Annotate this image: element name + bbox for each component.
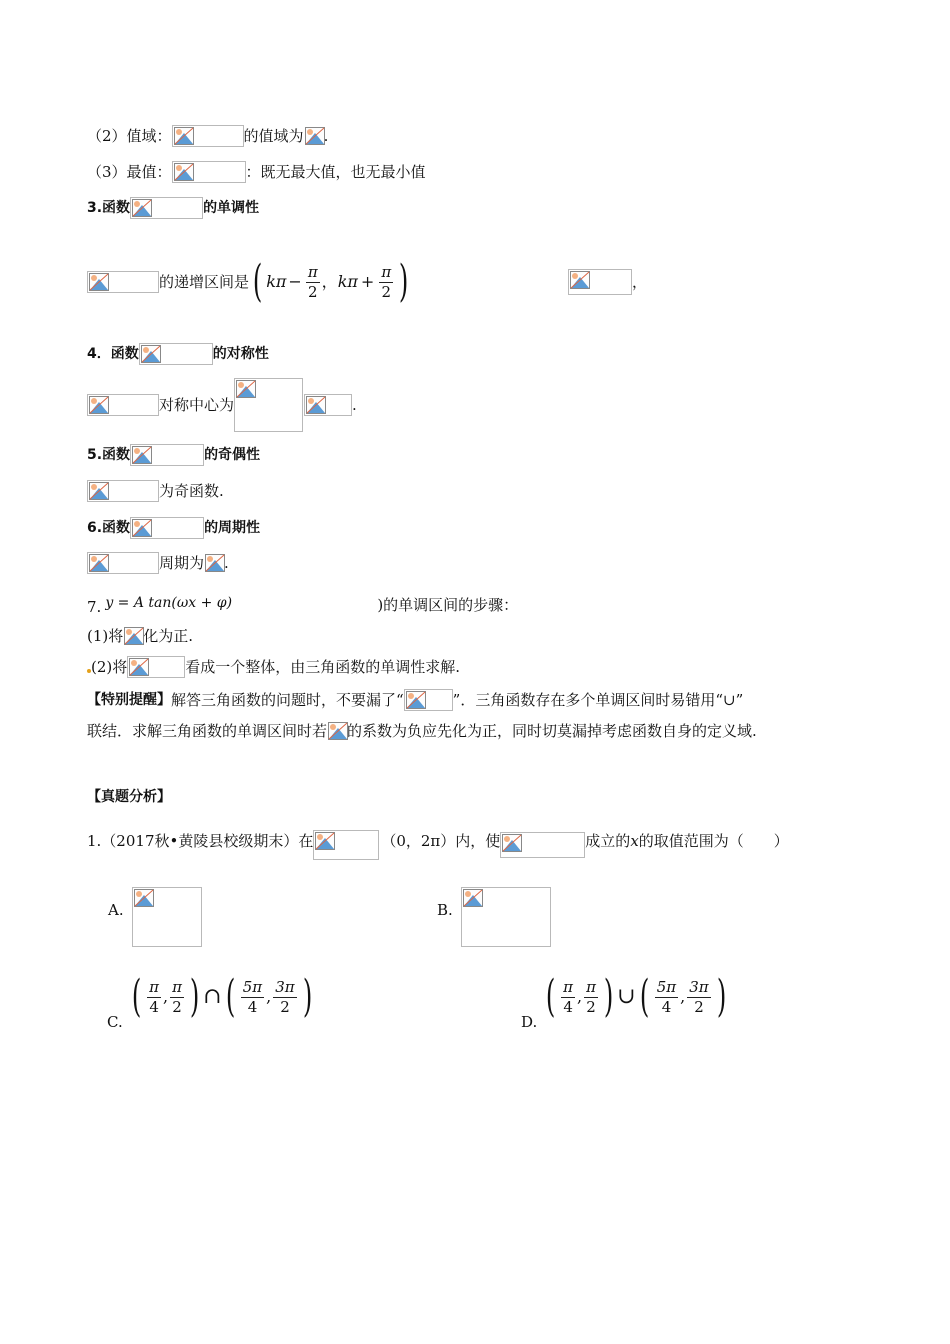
broken-image-icon <box>89 273 109 291</box>
symmetry-label: 对称中心为 <box>159 396 235 414</box>
formula-image <box>132 887 202 947</box>
numerator: 3π <box>689 977 709 996</box>
numerator: 5π <box>242 977 263 996</box>
comma: , <box>577 987 583 1006</box>
symmetry-line <box>87 378 357 432</box>
option-b-label[interactable] <box>437 899 453 921</box>
option-a-letter: A. <box>108 901 124 919</box>
comma: , <box>680 987 686 1006</box>
note-text-a: 解答三角函数的问题时，不要漏了“ <box>171 691 404 709</box>
broken-image-icon <box>305 127 325 145</box>
increasing-interval-line <box>87 258 412 306</box>
comma: , <box>266 987 272 1006</box>
option-a[interactable] <box>132 887 202 947</box>
fraction <box>379 263 393 302</box>
fraction <box>170 978 184 1017</box>
left-paren: ( <box>225 971 235 1022</box>
formula-image <box>172 125 244 147</box>
right-paren: ) <box>399 256 409 307</box>
heading-suffix: 的单调性 <box>203 200 260 216</box>
fraction <box>147 978 161 1017</box>
option-d-label[interactable] <box>521 1011 537 1033</box>
steps-heading <box>87 592 518 618</box>
denominator: 2 <box>586 997 596 1016</box>
var-pi: π <box>275 272 287 291</box>
note-line-2 <box>87 720 757 742</box>
step-2-prefix: (2)将 <box>91 658 128 676</box>
odd-function-label: 为奇函数. <box>159 482 224 500</box>
denominator: 2 <box>172 997 182 1016</box>
option-d-letter: D. <box>521 1013 538 1031</box>
section-title: 【真题分析】 <box>87 789 171 805</box>
question-stem-b: （0，2π）内，使 <box>381 832 501 850</box>
formula-image <box>500 832 585 858</box>
period-label: 周期为 <box>159 554 205 572</box>
extrema-prefix: （3）最值： <box>87 163 172 181</box>
fraction <box>655 978 678 1017</box>
item-number: 7. <box>87 598 102 616</box>
right-paren: ) <box>189 971 200 1022</box>
heading-prefix: 6.函数 <box>87 520 131 536</box>
heading-prefix: 3.函数 <box>87 200 131 216</box>
option-c-letter: C. <box>107 1013 123 1031</box>
broken-image-icon <box>134 889 154 907</box>
numerator: π <box>563 977 574 996</box>
interval-formula <box>249 256 412 307</box>
denominator: 4 <box>247 997 258 1016</box>
step-1-prefix: (1)将 <box>87 627 124 645</box>
option-d[interactable] <box>542 972 730 1022</box>
right-paren: ) <box>302 971 312 1022</box>
broken-image-icon <box>406 691 426 709</box>
numerator: π <box>381 262 392 281</box>
range-prefix: （2）值域： <box>87 127 172 145</box>
broken-image-icon <box>132 519 152 537</box>
range-post: . <box>323 127 329 145</box>
broken-image-icon <box>570 271 590 289</box>
denominator: 4 <box>563 997 573 1016</box>
formula-image <box>130 444 204 466</box>
numerator: 3π <box>275 977 295 996</box>
step-2-text: 看成一个整体，由三角函数的单调性求解. <box>185 658 461 676</box>
fraction <box>273 978 296 1017</box>
question-stem-a: 1.（2017秋•黄陵县校级期末）在 <box>87 832 314 850</box>
comma: , <box>163 987 169 1006</box>
comma: ， <box>321 272 338 291</box>
formula-image <box>130 197 203 219</box>
formula-image <box>139 343 213 365</box>
question-1 <box>87 824 789 858</box>
broken-image-icon <box>463 889 483 907</box>
left-paren: ( <box>545 971 556 1022</box>
heading-symmetry <box>87 343 269 365</box>
broken-image-icon <box>89 554 109 572</box>
numerator: π <box>172 977 182 996</box>
broken-image-icon <box>328 722 348 740</box>
heading-parity <box>87 444 260 466</box>
formula-image <box>313 830 379 860</box>
formula-image <box>172 161 246 183</box>
step-1 <box>87 625 193 647</box>
increasing-interval-label: 的递增区间是 <box>159 273 250 291</box>
right-paren: ) <box>603 971 614 1022</box>
denominator: 2 <box>381 282 392 301</box>
broken-image-icon <box>306 396 326 414</box>
broken-image-icon <box>205 554 225 572</box>
question-stem-d: 的取值范围为（ ） <box>638 832 789 850</box>
period-dot: . <box>224 554 229 572</box>
broken-image-icon <box>174 127 194 145</box>
section-real-exam <box>87 786 171 808</box>
numerator: 5π <box>656 977 677 996</box>
step-2 <box>91 656 460 678</box>
denominator: 4 <box>661 997 672 1016</box>
formula-image <box>234 378 303 432</box>
formula-image <box>568 269 632 295</box>
note-label: 【特别提醒】 <box>87 692 171 708</box>
broken-image-icon <box>236 380 256 398</box>
heading-prefix: 4．函数 <box>87 346 139 362</box>
var-k: k <box>266 272 276 291</box>
broken-image-icon <box>174 163 194 181</box>
broken-image-icon <box>89 396 109 414</box>
option-a-label[interactable] <box>108 899 124 921</box>
broken-image-icon <box>315 832 335 850</box>
formula-image <box>461 887 551 947</box>
union-sign: ∪ <box>617 984 636 1009</box>
formula-image <box>87 552 159 574</box>
minus-sign: − <box>288 272 302 291</box>
denominator: 2 <box>694 997 704 1016</box>
period-line <box>87 552 229 574</box>
intersection-sign: ∩ <box>203 984 222 1009</box>
heading-monotonicity <box>87 197 259 219</box>
fraction <box>584 978 598 1017</box>
formula-image <box>123 626 143 646</box>
fraction <box>306 263 320 302</box>
note-line-1 <box>87 689 743 711</box>
option-c-label[interactable] <box>107 1011 123 1033</box>
note-text-b: ”．三角函数存在多个单调区间时易错用“∪” <box>452 691 744 709</box>
broken-image-icon <box>132 199 152 217</box>
note-text-d: 的系数为负应先化为正，同时切莫漏掉考虑函数自身的定义域. <box>347 722 757 740</box>
var-k: k <box>337 272 348 291</box>
heading-period <box>87 517 260 539</box>
fraction <box>687 978 710 1017</box>
var-x: x <box>630 832 639 850</box>
formula-image <box>404 689 453 711</box>
heading-prefix: 5.函数 <box>87 447 131 463</box>
broken-image-icon <box>89 482 109 500</box>
denominator: 2 <box>307 282 318 301</box>
formula-image <box>204 553 224 573</box>
formula-image <box>130 517 204 539</box>
left-paren: ( <box>639 971 649 1022</box>
numerator: π <box>307 262 318 281</box>
odd-function-line <box>87 480 224 502</box>
formula-image <box>127 656 185 678</box>
heading-suffix: 的对称性 <box>212 346 269 362</box>
denominator: 4 <box>149 997 159 1016</box>
range-line <box>87 125 328 147</box>
option-c[interactable] <box>128 972 316 1022</box>
formula-image <box>87 480 159 502</box>
broken-image-icon <box>129 658 149 676</box>
option-b[interactable] <box>461 887 551 947</box>
formula-image <box>87 394 159 416</box>
broken-image-icon <box>132 446 152 464</box>
fraction <box>241 978 264 1017</box>
plus-sign: + <box>360 272 375 291</box>
option-b-letter: B. <box>437 901 453 919</box>
steps-heading-text: )的单调区间的步骤： <box>377 596 519 614</box>
range-mid: 的值域为 <box>243 127 304 145</box>
note-text-c: 联结．求解三角函数的单调区间时若 <box>87 722 328 740</box>
left-paren: ( <box>252 256 263 307</box>
fraction <box>561 978 575 1017</box>
tail-comma: ， <box>632 273 648 291</box>
question-stem-c: 成立的 <box>585 832 631 850</box>
numerator: π <box>149 977 160 996</box>
heading-suffix: 的周期性 <box>204 520 261 536</box>
tangent-formula: y = A tan(ωx + φ) <box>105 595 233 611</box>
symmetry-period: . <box>352 396 357 414</box>
broken-image-icon <box>502 834 522 852</box>
formula-image <box>327 721 347 741</box>
formula-image <box>304 394 352 416</box>
broken-image-icon <box>124 627 144 645</box>
broken-image-icon <box>141 345 161 363</box>
var-pi: π <box>347 272 358 291</box>
left-paren: ( <box>131 971 142 1022</box>
right-paren: ) <box>716 971 726 1022</box>
numerator: π <box>586 977 596 996</box>
step-1-text: 化为正. <box>143 627 194 645</box>
formula-image <box>87 271 159 293</box>
extrema-post: ：既无最大值，也无最小值 <box>245 163 426 181</box>
formula-image <box>304 126 324 146</box>
extrema-line <box>87 161 426 183</box>
denominator: 2 <box>280 997 290 1016</box>
heading-suffix: 的奇偶性 <box>204 447 261 463</box>
interval-tail <box>568 269 647 295</box>
